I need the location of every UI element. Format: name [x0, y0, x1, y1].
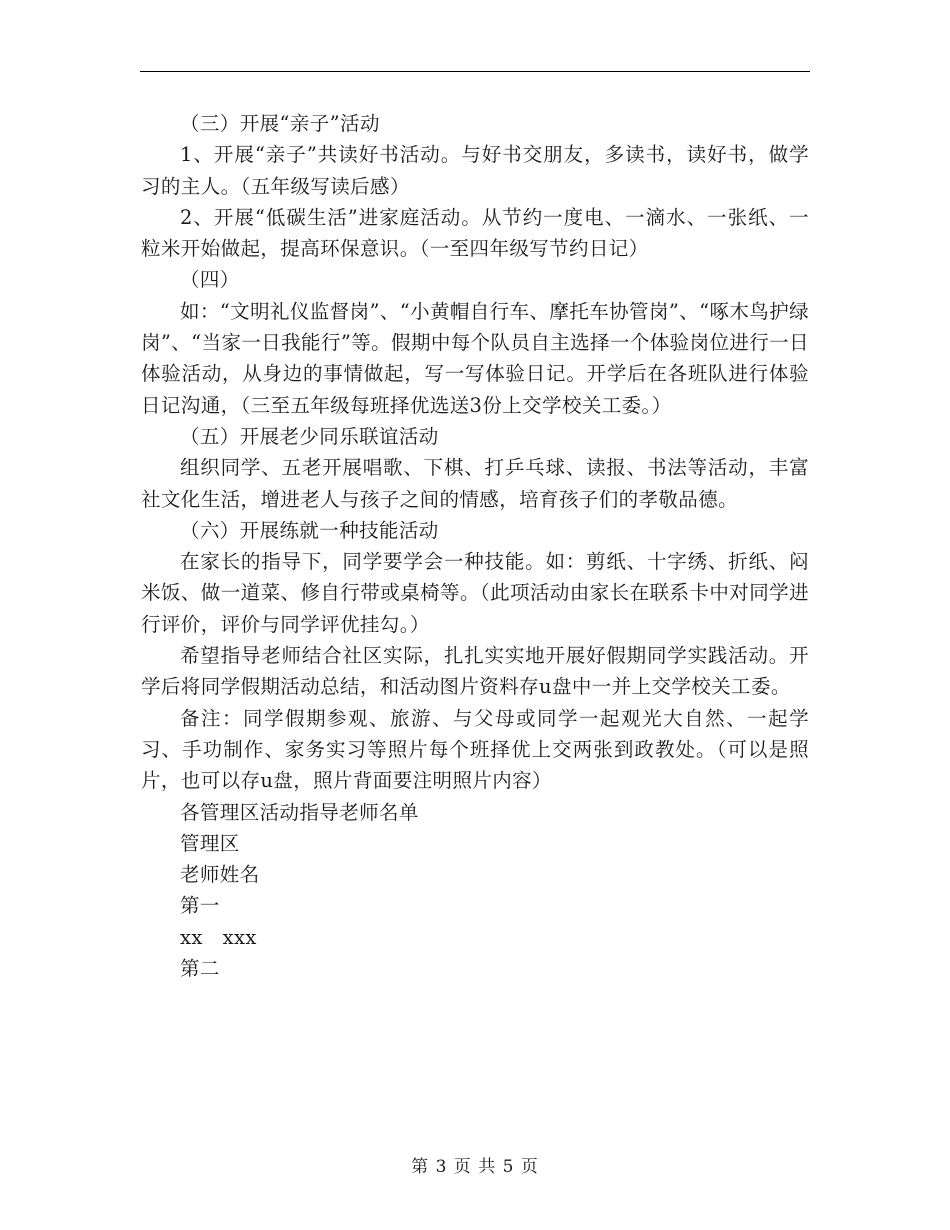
paragraph: 希望指导老师结合社区实际，扎扎实实地开展好假期同学实践活动。开学后将同学假期活动总结，和活动图片资料存u盘中一并上交学校关工委。: [141, 644, 809, 699]
paragraph: 备注：同学假期参观、旅游、与父母或同学一起观光大自然、一起学习、手功制作、家务实习等照片每个班择优上交两张到政教处。（可以是照片，也可以存u盘，照片背面要注明照片内容）: [141, 706, 809, 793]
teacher-list-title: 各管理区活动指导老师名单: [180, 800, 419, 824]
paragraph: 1、开展“亲子”共读好书活动。与好书交朋友，多读书，读好书，做学习的主人。（五年级写读后感）: [141, 143, 809, 198]
section-heading-five: （五）开展老少同乐联谊活动: [180, 424, 439, 448]
table-header-district: 管理区: [180, 831, 240, 855]
table-cell-district: 第二: [180, 957, 220, 981]
section-heading-six: （六）开展练就一种技能活动: [180, 518, 439, 542]
section-heading-four: （四）: [180, 268, 240, 292]
table-cell-district: 第一: [180, 894, 220, 918]
section-heading-three: （三）开展“亲子”活动: [180, 112, 380, 135]
table-cell-teacher: xx xxx: [180, 925, 257, 949]
document-body: [141, 108, 809, 984]
paragraph: 2、开展“低碳生活”进家庭活动。从节约一度电、一滴水、一张纸、一粒米开始做起，提高环保意识。（一至四年级写节约日记）: [141, 205, 809, 261]
table-header-teacher-name: 老师姓名: [180, 863, 260, 887]
page-number: 第 3 页 共 5 页: [411, 1157, 539, 1177]
paragraph: 在家长的指导下，同学要学会一种技能。如：剪纸、十字绣、折纸、闷米饭、做一道菜、修自行带或桌椅等。（此项活动由家长在联系卡中对同学进行评价，评价与同学评优挂勾。）: [141, 550, 809, 636]
paragraph: 组织同学、五老开展唱歌、下棋、打乒乓球、读报、书法等活动，丰富社文化生活，增进老人与孩子之间的情感，培育孩子们的孝敬品德。: [141, 456, 809, 511]
header-rule: [140, 71, 810, 72]
paragraph: 如：“文明礼仪监督岗”、“小黄帽自行车、摩托车协管岗”、“啄木鸟护绿岗”、“当家一日我能行”等。假期中每个队员自主选择一个体验岗位进行一日体验活动，从身边的事情做起，写一写体验日记。开学后在各班队进行体验日记沟通，（三至五年级每班择优选送3份上交学校关工委。）: [141, 299, 809, 417]
